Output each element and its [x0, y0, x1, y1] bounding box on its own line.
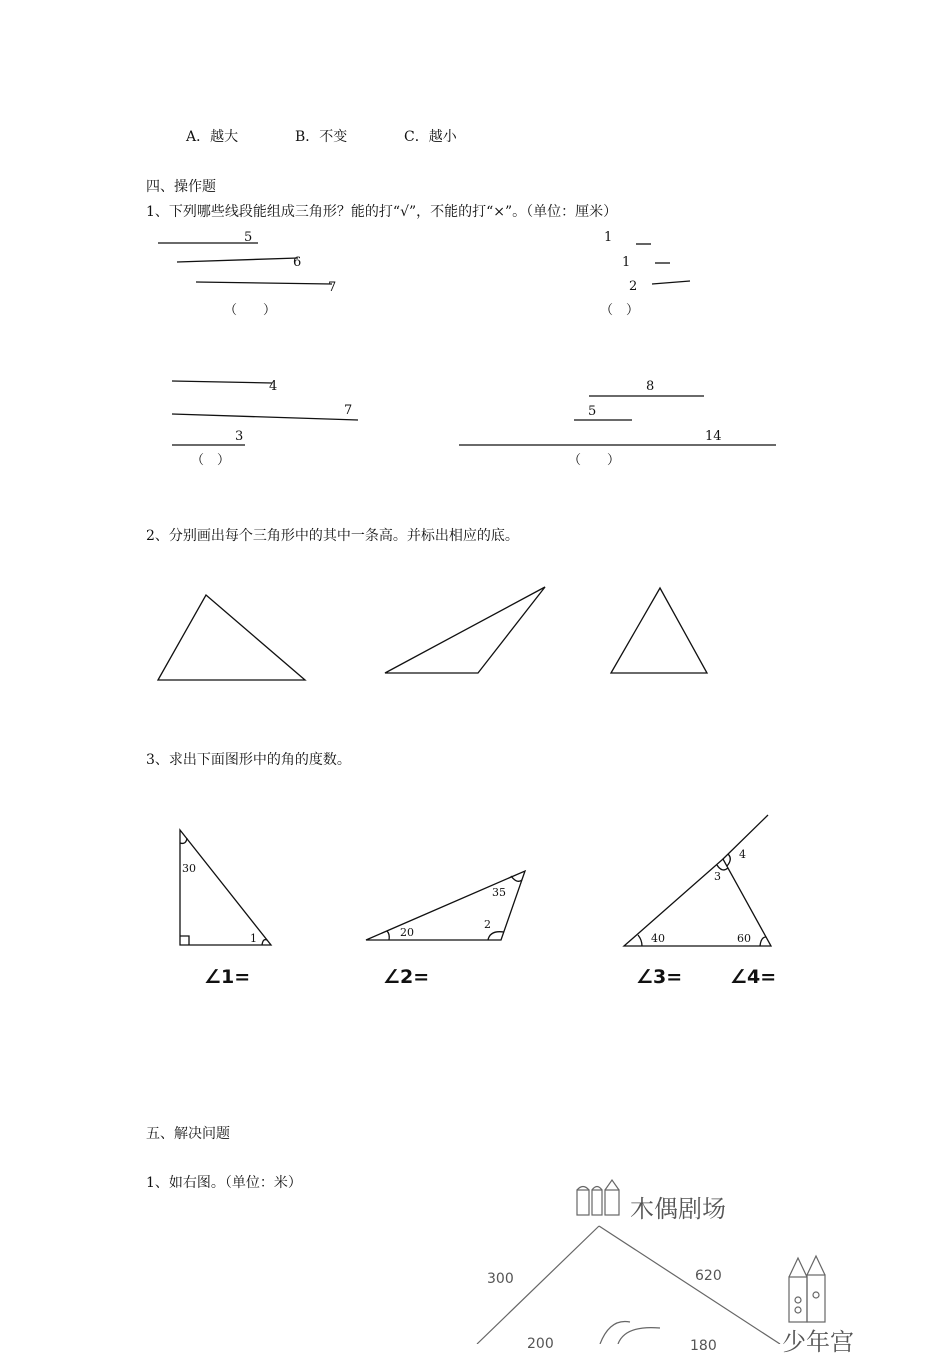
road-right [599, 1226, 780, 1344]
segment-6 [177, 258, 298, 262]
angle-value: 30 [182, 862, 196, 875]
length-label: 14 [705, 429, 722, 444]
length-label: 7 [344, 403, 353, 418]
angle-arc-60 [760, 937, 766, 946]
length-label: 1 [622, 255, 631, 270]
distance-label: 620 [695, 1268, 722, 1284]
distance-label: 180 [690, 1338, 717, 1354]
triangle-equilateral [611, 588, 707, 673]
answer-blank[interactable]: （ ） [600, 303, 640, 318]
angle-answer-4[interactable]: ∠4= [730, 966, 777, 988]
distance-label: 200 [527, 1336, 554, 1352]
palace-icon [789, 1277, 807, 1322]
option-a: A．越大 [186, 129, 239, 145]
angle-value: 60 [737, 932, 751, 945]
length-label: 5 [244, 230, 253, 245]
question-3: 3、求出下面图形中的角的度数。 [146, 752, 351, 768]
length-label: 1 [604, 230, 613, 245]
length-label: 6 [293, 255, 302, 270]
triangle-acute [158, 595, 305, 680]
distance-label: 300 [487, 1271, 514, 1287]
segment-7b [172, 414, 358, 420]
triangle-obtuse [385, 587, 545, 673]
angle-arc-4 [727, 854, 730, 866]
segment-2 [652, 281, 690, 284]
tree-icon [600, 1321, 660, 1344]
section-4-title: 四、操作题 [146, 179, 216, 195]
right-angle-mark [180, 936, 189, 945]
angle-arc-30 [180, 838, 187, 843]
angle-value: 35 [492, 886, 506, 899]
segment-7 [196, 282, 332, 284]
problem-1: 1、如右图。（单位：米） [146, 1175, 302, 1191]
angle-triangle-right [180, 830, 271, 945]
angle-value: 2 [484, 918, 491, 931]
segment-4 [172, 381, 272, 383]
length-label: 2 [629, 279, 638, 294]
answer-blank[interactable]: （ ） [224, 303, 277, 318]
angle-value: 40 [651, 932, 665, 945]
place-puppet-theater: 木偶剧场 [630, 1195, 726, 1223]
question-1: 1、下列哪些线段能组成三角形？能的打“√”，不能的打“×”。（单位：厘米） [146, 204, 618, 220]
angle-arc-1 [262, 940, 267, 945]
option-c: C．越小 [404, 129, 457, 145]
angle-answer-3[interactable]: ∠3= [636, 966, 683, 988]
length-label: 3 [235, 429, 244, 444]
answer-blank[interactable]: （ ） [191, 453, 231, 468]
angle-value: 20 [400, 926, 414, 939]
section-5-title: 五、解决问题 [146, 1126, 230, 1142]
angle-triangle-obtuse [366, 871, 525, 940]
theater-icon [577, 1190, 589, 1215]
angle-value: 3 [714, 870, 721, 883]
length-label: 5 [588, 404, 597, 419]
angle-value: 4 [739, 848, 746, 861]
place-youth-palace: 少年宫 [782, 1328, 854, 1356]
option-b: B．不变 [295, 129, 348, 145]
length-label: 8 [646, 379, 655, 394]
answer-blank[interactable]: （ ） [568, 453, 621, 468]
angle-arc-40 [638, 935, 642, 946]
question-2: 2、分别画出每个三角形中的其中一条高。并标出相应的底。 [146, 528, 519, 544]
length-label: 7 [328, 280, 337, 295]
length-label: 4 [269, 379, 278, 394]
angle-arc-20 [387, 931, 389, 940]
angle-answer-2[interactable]: ∠2= [383, 966, 430, 988]
angle-value: 1 [250, 932, 257, 945]
angle-answer-1[interactable]: ∠1= [204, 966, 251, 988]
